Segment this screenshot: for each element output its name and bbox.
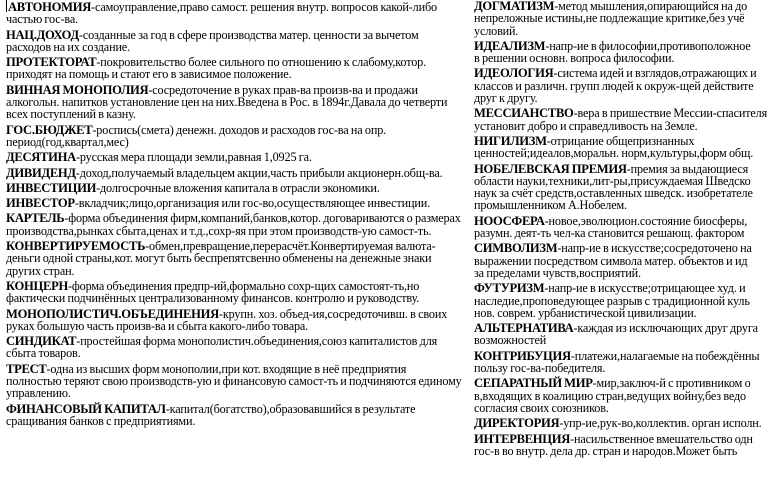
glossary-entry-ideologiya [474, 67, 768, 104]
entry-definition-line: -напр-ие в искусстве;сосредоточено на [557, 241, 752, 256]
entry-definition-line: нов. соврем. урбанистической цивилизации. [474, 305, 697, 320]
glossary-entry-kontsern [6, 280, 464, 305]
entry-definition: -доход,получаемый владельцем акции,часть прибыли акционерн.общ-ва. [75, 165, 443, 180]
entry-definition-line: -напр-ие в искусстве;отрицающее худ. и [544, 281, 746, 296]
glossary-entry-dogmatizm [474, 0, 768, 37]
entry-definition-line: в,входящих в коалицию стран,ведущих войну,без ведо [474, 388, 746, 403]
glossary-entry-vinnaya-monopoliya [6, 84, 464, 121]
entry-term: ПРОТЕКТОРАТ [6, 55, 97, 70]
glossary-entry-futurizm [474, 282, 768, 319]
glossary-entry-nigilizm [474, 135, 768, 160]
glossary-entry-nobelevskaya-premiya [474, 163, 768, 212]
entry-definition-line: пользу гос-ва-победителя. [474, 361, 606, 376]
entry-definition: -созданные за год в сфере производства матер. ценности за вычетом расходов на их создание. [6, 27, 419, 54]
glossary-entry-trest [6, 363, 464, 400]
entry-term: МОНОПОЛИСТИЧ.ОБЪЕДИНЕНИЯ [6, 306, 219, 321]
glossary-entry-konvertiruemost [6, 240, 464, 277]
entry-term: ДОГМАТИЗМ [474, 0, 555, 13]
entry-definition-line: наследие,проповедующее разрыв с традиционной куль [474, 293, 750, 308]
right-column [474, 0, 768, 496]
text-cursor [6, 0, 7, 12]
glossary-entry-dividend [6, 167, 464, 179]
entry-term: ДЕСЯТИНА [6, 150, 76, 165]
entry-definition-line: друг к другу. [474, 91, 538, 106]
entry-term: НАЦ.ДОХОД [6, 27, 79, 42]
entry-term: ИНТЕРВЕНЦИЯ [474, 431, 571, 446]
entry-term: КОНВЕРТИРУЕМОСТЬ [6, 239, 146, 254]
entry-term: ИНВЕСТОР [6, 196, 75, 211]
entry-definition-line: -новое,эволюцион.состояние биосферы, [544, 213, 748, 228]
entry-term: ДИВИДЕНД [6, 165, 76, 180]
glossary-entry-sindikat [6, 335, 464, 360]
glossary-entry-simvolizm [474, 242, 768, 279]
glossary-entry-monopolistich-obedineniya [6, 308, 464, 333]
entry-term: НОБЕЛЕВСКАЯ ПРЕМИЯ [474, 161, 627, 176]
entry-definition-line: -метод мышления,опирающийся на до [554, 0, 748, 13]
glossary-entry-avtonomiya [6, 0, 464, 26]
entry-definition: -одна из высших форм монополии,при кот. входящие в неё предприятия полностью теряют свою производств-ую и финансовую самост-ть и подчиняются единому управлению. [6, 361, 462, 401]
entry-definition: -долгосрочные вложения капитала в отрасли экономики. [96, 180, 380, 195]
glossary-entry-direktoriya [474, 417, 768, 429]
entry-term: НИГИЛИЗМ [474, 133, 547, 148]
entry-term: КОНЦЕРН [6, 278, 68, 293]
entry-definition: -простейшая форма монополистич.объединения,союз капиталистов для сбыта товаров. [6, 334, 438, 361]
entry-definition: -форма объединения фирм,компаний,банков,котор. договариваются о размерах производства,рынках сбыта,ценах и т.д.,сохр-яя при этом производств-ую самост-ть. [6, 211, 461, 238]
entry-definition: -сосредоточение в руках прав-ва произв-ва и продажи алкогольн. напитков установление цен на них.Введена в Рос. в 1894г.Давала до четверти всех поступлений в казну. [6, 82, 448, 122]
entry-definition-line: области науки,техники,лит-ры,присуждаемая Шведско [474, 173, 751, 188]
glossary-entry-messianstvo [474, 107, 768, 132]
glossary-entry-investitsii [6, 182, 464, 194]
glossary-entry-protektorat [6, 56, 464, 81]
entry-term: ДИРЕКТОРИЯ [474, 416, 560, 431]
glossary-entry-interventsiya [474, 433, 768, 458]
entry-definition: -русская мера площади земли,равная 1,0925 га. [75, 150, 312, 165]
entry-definition-line: -система идей и взглядов,отражающих и [553, 66, 757, 81]
glossary-entry-kontributsiya [474, 350, 768, 375]
entry-term: ИНВЕСТИЦИИ [6, 180, 97, 195]
entry-definition: -вкладчик;лицо,организация или гос-во,осуществляющее инвестиции. [74, 196, 430, 211]
entry-definition-line: в решении основн. вопроса философии. [474, 51, 675, 66]
glossary-entry-noosfera [474, 215, 768, 240]
entry-term: АЛЬТЕРНАТИВА [474, 321, 574, 336]
entry-term: КОНТРИБУЦИЯ [474, 348, 571, 363]
glossary-entry-nats-dokhod [6, 29, 464, 54]
entry-definition-line: -напр-ие в философии,противоположное [545, 38, 751, 53]
entry-definition-line: ценностей;идеалов,моральн. норм,культуры,форм общ. [474, 146, 754, 161]
left-column [6, 0, 464, 496]
entry-term: НООСФЕРА [474, 213, 545, 228]
entry-definition: -роспись(смета) денежн. доходов и расходов гос-ва на опр. период(год,квартал,мес) [6, 122, 387, 149]
entry-term: СИМВОЛИЗМ [474, 241, 558, 256]
entry-definition: -капитал(богатство),образовавшийся в результате сращивания банков с предприятиями. [6, 401, 416, 428]
entry-definition: -покровительство более сильного по отношению к слабому,котор. приходят на помощь и стают его в зависимое положение. [6, 55, 427, 82]
entry-definition-line: -насильственное вмешательство одн [570, 431, 753, 446]
entry-definition-line: установит добро и справедливость на Земле. [474, 118, 698, 133]
entry-definition-line: выражении посредством символа матер. объектов и ид [474, 253, 748, 268]
glossary-entry-idealizm [474, 40, 768, 65]
entry-term: КАРТЕЛЬ [6, 211, 65, 226]
entry-definition-line: -платежи,налагаемые на побеждённы [570, 348, 760, 363]
entry-term: ТРЕСТ [6, 361, 47, 376]
entry-definition: -обмен,превращение,перерасчёт.Конвертируемая валюта-деньги одной страны,кот. могут быть беспрепятсвенно обменены на денежные знаки других стран. [6, 239, 436, 278]
entry-term: ГОС.БЮДЖЕТ [6, 122, 93, 137]
entry-term: ФИНАНСОВЫЙ КАПИТАЛ [6, 401, 166, 416]
entry-term: ФУТУРИЗМ [474, 281, 545, 296]
entry-definition-line: условий. [474, 23, 519, 38]
entry-definition-line: возможностей [474, 333, 547, 348]
entry-definition: -крупн. хоз. объед-ия,сосредоточивш. в своих руках большую часть произв-ва и сбыта какого-либо товара. [6, 306, 448, 333]
entry-definition-line: наук за счёт средств,оставленных шведск. изобретателе [474, 186, 753, 201]
entry-definition-line: промышленником А.Нобелем. [474, 198, 627, 213]
entry-term: СИНДИКАТ [6, 334, 77, 349]
entry-definition-line: -вера в пришествие Мессии-спасителя [573, 106, 768, 121]
glossary-entry-investor [6, 197, 464, 209]
entry-definition-line: гос-в во внутр. дела др. стран и народов.Может быть [474, 443, 738, 458]
glossary-entry-desyatina [6, 151, 464, 163]
glossary-entry-alternativa [474, 322, 768, 347]
glossary-entry-finansovyy-kapital [6, 403, 464, 428]
glossary-entry-separatnyy-mir [474, 377, 768, 414]
entry-definition-line: -каждая из исключающих друг друга [573, 321, 758, 336]
entry-definition-line: классов и различн. групп людей к окруж-щей действите [474, 78, 754, 93]
entry-definition-line: за пределами чувств,восприятий. [474, 265, 641, 280]
entry-term: ИДЕАЛИЗМ [474, 38, 546, 53]
entry-definition: -самоуправление,право самост. решения внутр. вопросов какой-либо частью гос-ва. [6, 0, 437, 27]
entry-term: МЕССИАНСТВО [474, 106, 574, 121]
entry-definition-line: согласия своих союзников. [474, 400, 609, 415]
entry-definition-line: -премия за выдающиеся [626, 161, 749, 176]
entry-definition: -форма объединения предпр-ий,формально сохр-щих самостоят-ть,но фактически подчинённых централизованному финансов. контролю и руководству. [6, 278, 420, 306]
glossary-entry-gos-byudzhet [6, 124, 464, 149]
entry-term: ИДЕОЛОГИЯ [474, 66, 554, 81]
glossary-entry-kartel [6, 212, 464, 237]
entry-definition-line: -мир,заключ-й с противником о [592, 376, 751, 391]
entry-term: ВИННАЯ МОНОПОЛИЯ [6, 82, 149, 97]
entry-definition-line: непреложные истины,не подлежащие критике,без учё [474, 11, 745, 26]
entry-definition-line: -отрицание общепризнанных [546, 133, 695, 148]
entry-term: СЕПАРАТНЫЙ МИР [474, 376, 593, 391]
entry-definition-line: -упр-ие,рук-во,коллектив. орган исполн. [559, 416, 762, 431]
entry-term: АВТОНОМИЯ [8, 0, 92, 14]
entry-definition-line: разумн. деят-ть чел-ка становится решающ. фактором [474, 226, 745, 241]
